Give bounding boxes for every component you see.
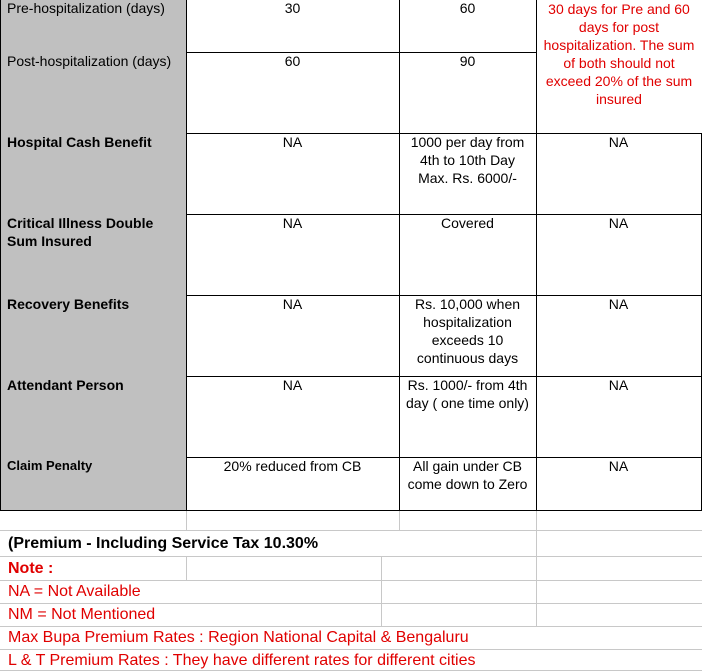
grid-line — [0, 603, 702, 604]
merged-note-cell: 30 days for Pre and 60 days for post hospitalization. The sum of both should not exceed 20% of the sum insured — [536, 0, 702, 134]
note-lt: L & T Premium Rates : They have different rates for different cities — [8, 652, 476, 669]
cell-value: 1000 per day from 4th to 10th Day Max. Rs. 6000/- — [399, 133, 537, 215]
cell-value: Rs. 1000/- from 4th day ( one time only) — [399, 376, 537, 458]
grid-line — [0, 580, 702, 581]
cell-value: 20% reduced from CB — [186, 457, 400, 511]
row-label: Attendant Person — [0, 376, 187, 458]
cell-value: NA — [536, 376, 702, 458]
cell-value: NA — [536, 457, 702, 511]
row-label: Post-hospitalization (days) — [0, 52, 187, 134]
grid-line — [536, 511, 537, 627]
cell-value: NA — [536, 295, 702, 377]
cell-value: NA — [536, 133, 702, 215]
grid-line — [0, 556, 702, 557]
row-label: Recovery Benefits — [0, 295, 187, 377]
cell-value: Rs. 10,000 when hospitalization exceeds 10 continuous days — [399, 295, 537, 377]
cell-value: NA — [186, 295, 400, 377]
cell-value: 60 — [399, 0, 537, 53]
cell-value: All gain under CB come down to Zero — [399, 457, 537, 511]
note-na: NA = Not Available — [8, 583, 141, 600]
note-title: Note : — [8, 560, 54, 577]
grid-line — [0, 626, 702, 627]
cell-value: 30 — [186, 0, 400, 53]
note-nm: NM = Not Mentioned — [8, 606, 156, 623]
row-label: Pre-hospitalization (days) — [0, 0, 187, 53]
note-maxbupa: Max Bupa Premium Rates : Region National Capital & Bengaluru — [8, 629, 469, 646]
cell-value: 90 — [399, 52, 537, 134]
grid-line — [399, 511, 400, 531]
grid-line — [0, 530, 702, 531]
cell-value: NA — [186, 376, 400, 458]
cell-value: NA — [186, 133, 400, 215]
cell-value: NA — [186, 214, 400, 296]
grid-line — [381, 557, 382, 627]
grid-line — [0, 649, 702, 650]
grid-line — [186, 557, 187, 581]
cell-value: NA — [536, 214, 702, 296]
grid-line — [186, 511, 187, 531]
row-label: Critical Illness Double Sum Insured — [0, 214, 187, 296]
premium-heading: (Premium - Including Service Tax 10.30% — [8, 535, 319, 552]
row-label: Claim Penalty — [0, 457, 187, 511]
cell-value: 60 — [186, 52, 400, 134]
cell-value: Covered — [399, 214, 537, 296]
row-label: Hospital Cash Benefit — [0, 133, 187, 215]
